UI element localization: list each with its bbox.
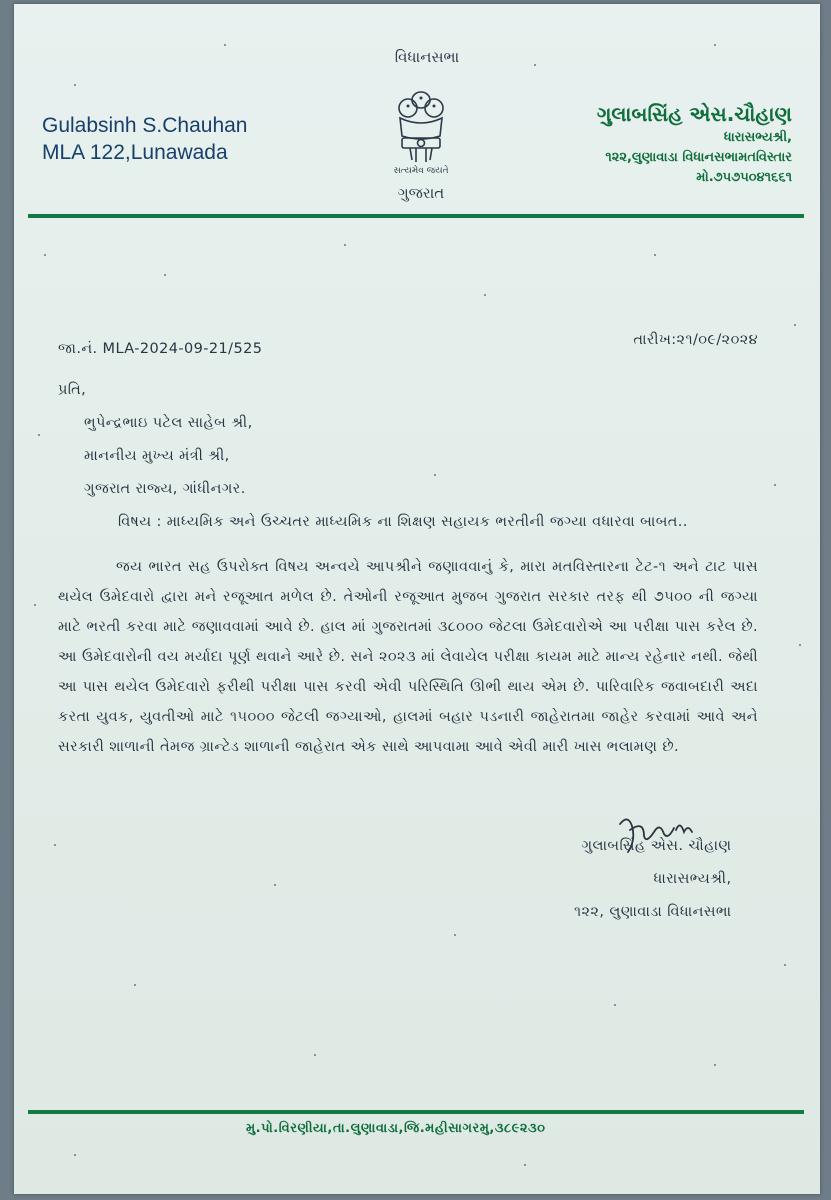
signatory-post: ધારાસભ્યશ્રી, [653,871,732,887]
footer-address: મુ.પો.વિરણીયા,તા.લુણાવાડા,જિ.મહીસાગરમુ,૩૮૯૨૩૦ [246,1121,546,1136]
emblem-motto: સત્યમેવ જયતે [393,166,449,176]
recipient-line: પ્રતિ, [58,382,87,398]
subject-line: વિષય : માધ્યમિક અને ઉચ્ચતર માધ્યમિક ના શિક્ષણ સહાયક ભરતીની જગ્યા વધારવા બાબત.. [118,514,688,530]
letterhead-page [14,4,820,1194]
english-post: MLA 122,Lunawada [42,141,228,164]
signatory-constituency: ૧૨૨, લુણાવાડા વિધાનસભા [574,904,732,920]
letter-date: તારીખ:૨૧/૦૯/૨૦૨૪ [633,332,758,348]
gujarati-post: ધારાસભ્યશ્રી, [723,130,792,145]
vidhansabha-label: વિધાનસભા [394,48,460,66]
recipient-block [58,374,253,506]
english-name: Gulabsinh S.Chauhan [42,114,248,137]
signatory-name: ગુલાબસિંહ એસ. ચૌહાણ [581,838,732,854]
state-label: ગુજરાત [397,184,445,202]
recipient-line: ગુજરાત રાજ્ય, ગાંધીનગર. [84,481,246,497]
letter-body: જય ભારત સહ ઉપરોક્ત વિષય અન્વયે આપશ્રીને જણાવવાનું કે, મારા મતવિસ્તારના ટેટ-૧ અને ટાટ પાસ થયેલ ઉમેદવારો દ્વારા મને રજૂઆત મળેલ છે. તેઓની રજૂઆત મુજબ ગુજરાત સરકાર તરફ થી ૭૫૦૦ ની જગ્યા માટે ભરતી કરવા માટે જણાવવામાં આવે છે. હાલ માં ગુજરાતમાં ૩૮૦૦૦ જેટલા ઉમેદવારોએ આ પરીક્ષા પાસ કરેલ છે. આ ઉમેદવારોની વય મર્યાદા પૂર્ણ થવાને આરે છે. સને ૨૦૨૩ માં લેવાયેલ પરીક્ષા કાયમ માટે માન્ય રહેનાર નથી. જેથી આ પાસ થયેલ ઉમેદવારો ફરીથી પરીક્ષા પાસ કરવી એવી પરિસ્થિતિ ઊભી થાય એમ છે. પારિવારિક જવાબદારી અદા કરતા યુવક, યુવતીઓ માટે ૧૫૦૦૦ જેટલી જગ્યાઓ, હાલમાં બહાર પડનારી જાહેરાતમા જાહેર કરવામાં આવે અને સરકારી શાળાની તેમજ ગ્રાન્ટેડ શાળાની જાહેરાત એક સાથે આપવામા આવે એવી મારી ખાસ ભલામણ છે. [58,559,758,755]
signature-block [574,830,731,929]
footer-divider [28,1110,804,1114]
gujarati-constituency: ૧૨૨,લુણાવાડા વિધાનસભામતવિસ્તાર [605,150,792,165]
english-header [42,112,247,166]
reference-number: જા.નં. MLA-2024-09-21/525 [58,341,263,357]
state-emblem-icon [386,84,456,174]
mobile-number: મો.૭૫૭૫૦૪૧૬૬૧ [696,170,792,185]
recipient-line: ભુપેન્દ્રભાઇ પટેલ સાહેબ શ્રી, [84,415,253,431]
recipient-line: માનનીય મુખ્ય મંત્રી શ્રી, [84,448,230,464]
gujarati-header [597,100,792,188]
header-divider [28,214,804,218]
gujarati-name: ગુલાબસિંહ એસ.ચૌહાણ [596,102,792,126]
